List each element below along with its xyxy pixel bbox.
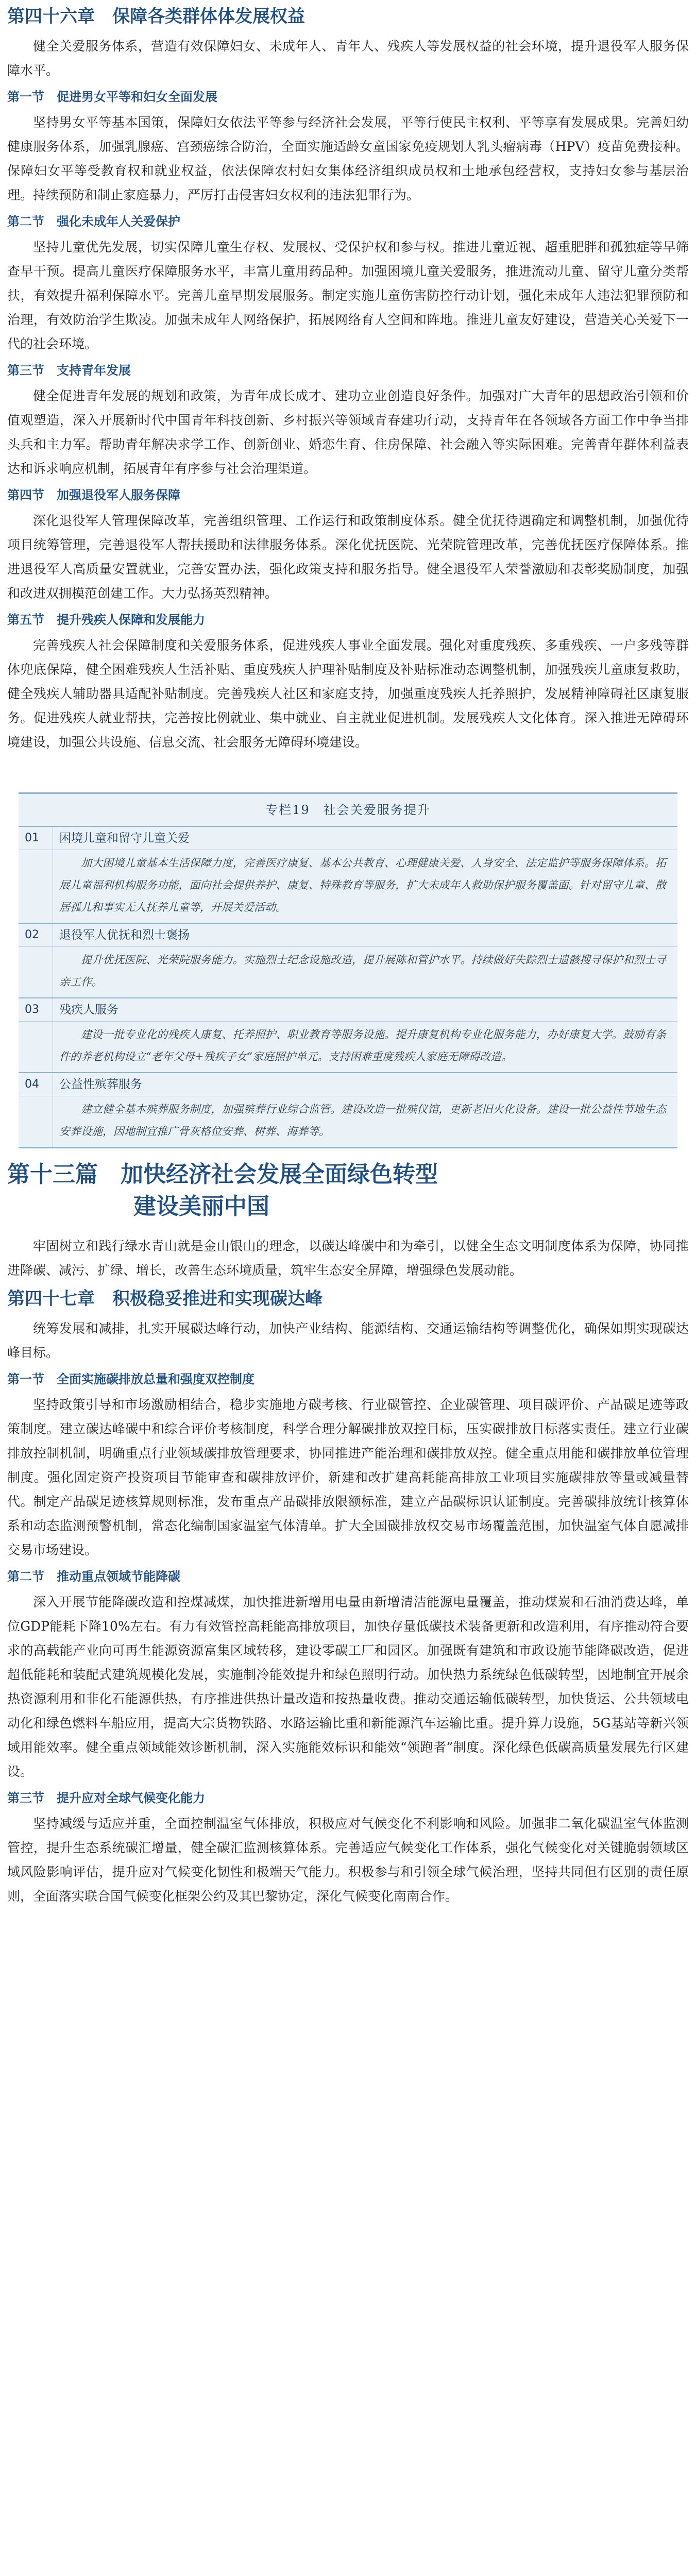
chapter-47-title: 第四十七章 积极稳妥推进和实现碳达峰 bbox=[7, 1289, 322, 1309]
box-item-text: 建立健全基本殡葬服务制度，加强殡葬行业综合监管。建设改造一批殡仪馆，更新老旧火化设备。建设一批公益性节地生态安葬设施，因地制宜推广骨灰格位安葬、树葬、海葬等。 bbox=[53, 1096, 677, 1147]
box-title: 专栏19 社会关爱服务提升 bbox=[19, 794, 677, 827]
box-item-title: 公益性殡葬服务 bbox=[53, 1073, 677, 1096]
section-paragraph: 深化退役军人管理保障改革，完善组织管理、工作运行和政策制度体系。健全优抚待遇确定和调整机制，加强优待项目统筹管理，完善退役军人帮扶援助和法律服务体系。深化优抚医院、光荣院管理改革，完善优抚医疗保障体系。推进退役军人高质量安置就业，完善安置办法，强化政策支持和服务指导。健全退役军人荣誉激励和表彰奖励制度，加强和改进双拥模范创建工作。大力弘扬英烈精神。 bbox=[7, 513, 689, 601]
section-paragraph: 坚持儿童优先发展，切实保障儿童生存权、发展权、受保护权和参与权。推进儿童近视、超重肥胖和孤独症等早筛查早干预。提高儿童医疗保障服务水平，丰富儿童用药品种。加强困境儿童关爱服务，推进流动儿童、留守儿童分类帮扶，有效提升福利保障水平。完善儿童早期发展服务。制定实施儿童伤害防控行动计划，强化未成年人违法犯罪预防和治理，有效防治学生欺凌。加强未成年人网络保护，拓展网络育人空间和阵地。推进儿童友好建设，营造关心关爱下一代的社会环境。 bbox=[7, 240, 689, 351]
box-item-title: 困境儿童和留守儿童关爱 bbox=[53, 827, 677, 850]
box-item-header bbox=[19, 924, 677, 947]
section-title: 第二节 强化未成年人关爱保护 bbox=[7, 214, 180, 229]
section-title: 第二节 推动重点领域节能降碳 bbox=[7, 1569, 180, 1584]
box-item-text: 提升优抚医院、光荣院服务能力。实施烈士纪念设施改造，提升展陈和管护水平。持续做好失踪烈士遗骸搜寻保护和烈士寻亲工作。 bbox=[53, 947, 677, 997]
box-item-body bbox=[19, 850, 677, 923]
section-title: 第三节 支持青年发展 bbox=[7, 363, 131, 378]
box-item-number: 02 bbox=[25, 928, 39, 941]
box-item-header bbox=[19, 827, 677, 850]
section-title: 第四节 加强退役军人服务保障 bbox=[7, 488, 180, 502]
box-item-text: 加大困境儿童基本生活保障力度，完善医疗康复、基本公共教育、心理健康关爱、人身安全、法定监护等服务保障体系。拓展儿童福利机构服务功能，面向社会提供养护、康复、特殊教育等服务，扩大未成年人救助保护服务覆盖面。针对留守儿童、散居孤儿和事实无人抚养儿童等，开展关爱活动。 bbox=[53, 850, 677, 923]
section-title: 第一节 促进男女平等和妇女全面发展 bbox=[7, 90, 217, 104]
box-item-title: 退役军人优抚和烈士褒扬 bbox=[53, 924, 677, 946]
box-item bbox=[19, 1073, 677, 1147]
box-item bbox=[19, 924, 677, 998]
part-title-line-2: 建设美丽中国 bbox=[133, 1193, 269, 1219]
part-13-title bbox=[7, 1159, 689, 1223]
box-item-title: 残疾人服务 bbox=[53, 998, 677, 1021]
chapter-46-intro: 健全关爱服务体系，营造有效保障妇女、未成年人、青年人、残疾人等发展权益的社会环境，提升退役军人服务保障水平。 bbox=[7, 39, 689, 78]
section-title: 第五节 提升残疾人保障和发展能力 bbox=[7, 613, 205, 627]
box-item bbox=[19, 827, 677, 924]
box-item-number: 01 bbox=[25, 832, 39, 844]
section-paragraph: 健全促进青年发展的规划和政策，为青年成长成才、建功立业创造良好条件。加强对广大青年的思想政治引领和价值观塑造，深入开展新时代中国青年科技创新、乡村振兴等领域青春建功行动，支持青年在各领域各方面工作中争当排头兵和主力军。帮助青年解决求学工作、创新创业、婚恋生育、住房保障、社会融入等实际困难。完善青年群体利益表达和诉求响应机制，拓展青年有序参与社会治理渠道。 bbox=[7, 388, 689, 476]
box-item-number: 03 bbox=[25, 1003, 39, 1016]
box-item-header bbox=[19, 998, 677, 1022]
section-paragraph: 坚持男女平等基本国策，保障妇女依法平等参与经济社会发展，平等行使民主权利、平等享有发展成果。完善妇幼健康服务体系，加强乳腺癌、宫颈癌综合防治，全面实施适龄女童国家免疫规划人乳头瘤病毒（HPV）疫苗免费接种。保障妇女平等受教育权和就业权益，依法保障农村妇女集体经济组织成员权和土地承包经营权，支持妇女参与基层治理。持续预防和制止家庭暴力，严厉打击侵害妇女权利的违法犯罪行为。 bbox=[7, 115, 689, 202]
box-item-header bbox=[19, 1073, 677, 1096]
section-paragraph: 坚持政策引导和市场激励相结合，稳步实施地方碳考核、行业碳管控、企业碳管理、项目碳评价、产品碳足迹等政策制度。建立碳达峰碳中和综合评价考核制度，科学合理分解碳排放双控目标，压实碳排放目标落实责任。建立行业碳排放控制机制，明确重点行业领域碳排放管理要求，协同推进产能治理和碳排放双控。健全重点用能和碳排放单位管理制度。强化固定资产投资项目节能审查和碳排放评价，新建和改扩建高耗能高排放工业项目实施碳排放等量或减量替代。制定产品碳足迹核算规则标准，发布重点产品碳排放限额标准，建立产品碳标识认证制度。完善碳排放统计核算体系和动态监测预警机制，常态化编制国家温室气体清单。扩大全国碳排放权交易市场覆盖范围，加快温室气体自愿减排交易市场建设。 bbox=[7, 1397, 689, 1557]
section-paragraph: 完善残疾人社会保障制度和关爱服务体系，促进残疾人事业全面发展。强化对重度残疾、多重残疾、一户多残等群体兜底保障，健全困难残疾人生活补贴、重度残疾人护理补贴制度及补贴标准动态调整机制，加强残疾儿童康复救助，健全残疾人辅助器具适配补贴制度。完善残疾人社区和家庭支持，加强重度残疾人托养照护，发展精神障碍社区康复服务。促进残疾人就业帮扶，完善按比例就业、集中就业、自主就业促进机制。发展残疾人文化体育。深入推进无障碍环境建设，加强公共设施、信息交流、社会服务无障碍环境建设。 bbox=[7, 638, 689, 750]
section-paragraph: 坚持减缓与适应并重，全面控制温室气体排放，积极应对气候变化不利影响和风险。加强非二氧化碳温室气体监测管控，提升生态系统碳汇增量，健全碳汇监测核算体系。完善适应气候变化工作体系，强化气候变化对关键脆弱领域区域风险影响评估，提升应对气候变化韧性和极端天气能力。积极参与和引领全球气候治理，坚持共同但有区别的责任原则，全面落实联合国气候变化框架公约及其巴黎协定，深化气候变化南南合作。 bbox=[7, 1816, 689, 1904]
box-item-body bbox=[19, 947, 677, 997]
section-paragraph: 深入开展节能降碳改造和控煤减煤，加快推进新增用电量由新增清洁能源电量覆盖，推动煤炭和石油消费达峰，单位GDP能耗下降10%左右。有力有效管控高耗能高排放项目，加快存量低碳技术装备更新和改造利用，有序推动符合要求的高载能产业向可再生能源资源富集区域转移，建设零碳工厂和园区。加强既有建筑和市政设施节能降碳改造，促进超低能耗和装配式建筑规模化发展，实施制冷能效提升和绿色照明行动。加快热力系统绿色低碳转型，因地制宜开展余热资源利用和非化石能源供热，有序推进供热计量改造和按热量收费。推动交通运输低碳转型，加快货运、公共领域电动化和绿色燃料车船应用，提高大宗货物铁路、水路运输比重和新能源汽车运输比重。提升算力设施，5G基站等新兴领域用能效率。健全重点领域能效诊断机制，深入实施能效标识和能效“领跑者”制度。深化绿色低碳高质量发展先行区建设。 bbox=[7, 1595, 689, 1779]
document-page bbox=[0, 4, 696, 2576]
part-13-intro: 牢固树立和践行绿水青山就是金山银山的理念，以碳达峰碳中和为牵引，以健全生态文明制度体系为保障，协同推进降碳、减污、扩绿、增长，改善生态环境质量，筑牢生态安全屏障，增强绿色发展动能。 bbox=[7, 1239, 689, 1278]
box-item-body bbox=[19, 1096, 677, 1147]
box-item-body bbox=[19, 1022, 677, 1072]
part-title-line-1: 第十三篇 加快经济社会发展全面绿色转型 bbox=[7, 1161, 438, 1188]
special-column-box bbox=[19, 792, 677, 1148]
box-item-number: 04 bbox=[25, 1078, 39, 1091]
box-item bbox=[19, 998, 677, 1073]
section-title: 第三节 提升应对全球气候变化能力 bbox=[7, 1791, 205, 1805]
box-item-text: 建设一批专业化的残疾人康复、托养照护、职业教育等服务设施。提升康复机构专业化服务能力，办好康复大学。鼓励有条件的养老机构设立“老年父母+残疾子女”家庭照护单元。支持困难重度残疾人家庭无障碍改造。 bbox=[53, 1022, 677, 1072]
chapter-47-intro: 统筹发展和减排，扎实开展碳达峰行动，加快产业结构、能源结构、交通运输结构等调整优化，确保如期实现碳达峰目标。 bbox=[7, 1321, 689, 1360]
chapter-46-title: 第四十六章 保障各类群体体发展权益 bbox=[7, 6, 305, 27]
section-title: 第一节 全面实施碳排放总量和强度双控制度 bbox=[7, 1372, 254, 1386]
